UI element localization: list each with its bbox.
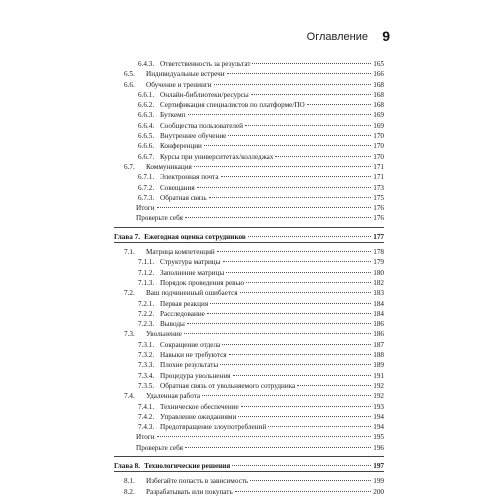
toc-entry-title: Ежегодная оценка сотрудников	[144, 232, 246, 241]
dot-leader	[217, 243, 371, 252]
toc-entry-title: Процедура увольнения	[160, 371, 231, 380]
toc-entry-number: 7.3.3.	[138, 361, 155, 370]
toc-entry-page: 171	[373, 162, 384, 171]
dot-leader	[248, 228, 371, 237]
dot-leader	[238, 408, 371, 417]
toc-chapter-heading[interactable]	[114, 459, 384, 469]
toc-entry-title: Заполнение матрицы	[160, 268, 225, 277]
table-of-contents	[114, 57, 384, 495]
toc-entry-title: Проверьте себя	[136, 214, 183, 223]
dot-leader	[228, 127, 371, 136]
toc-entry-title: Первая реакция	[160, 299, 209, 308]
toc-entry-page: 178	[373, 248, 384, 257]
toc-entry-title: Структура матрицы	[160, 258, 221, 267]
page-number: 9	[382, 28, 390, 44]
toc-entry-number: 6.4.3.	[138, 60, 155, 68]
toc-entry-page: 176	[373, 214, 384, 223]
toc-entry-title: Сообщества пользователей	[160, 121, 244, 130]
toc-entry-page: 168	[373, 90, 384, 99]
toc-entry-page: 184	[373, 299, 384, 308]
toc-entry-page: 168	[373, 101, 384, 110]
dot-leader	[185, 439, 371, 448]
toc-entry-number: Глава 8.	[114, 461, 141, 470]
toc-entry-number: 6.6.6.	[138, 142, 155, 151]
toc-entry-title: Коммуникация	[146, 162, 192, 171]
toc-entry-number: 8.2.	[124, 487, 135, 496]
toc-entry-page: 177	[373, 232, 384, 241]
toc-entry-title: Внутреннее обучение	[160, 132, 227, 141]
toc-entry-number: 7.2.3.	[138, 320, 155, 329]
toc-entry-title: Порядок проведения ревью	[160, 278, 245, 287]
dot-leader	[157, 199, 371, 208]
toc-entry-title: Обучение и тренинги	[146, 80, 212, 89]
toc-entry-title: Ваш подчиненный ошибается	[146, 289, 238, 298]
toc-entry-number: 7.3.5.	[138, 381, 155, 390]
toc-entry-number: 7.2.1.	[138, 299, 155, 308]
toc-entry[interactable]	[114, 441, 384, 451]
toc-entry-number: 6.6.4.	[138, 121, 155, 130]
toc-entry-number: 6.6.1.	[138, 90, 155, 99]
toc-entry-number: 6.6.	[124, 80, 135, 89]
toc-entry-page: 166	[373, 70, 384, 79]
toc-entry-page: 194	[373, 412, 384, 421]
toc-entry-page: 182	[373, 278, 384, 287]
toc-entry-title: Выводы	[160, 320, 185, 329]
toc-entry-title: Плохие результаты	[160, 361, 219, 370]
toc-entry-number: 6.7.3.	[138, 193, 155, 202]
toc-entry-number: 6.7.	[124, 162, 135, 171]
toc-entry-page: 195	[373, 433, 384, 442]
toc-entry-title: Проверьте себя	[136, 443, 183, 452]
dot-leader	[297, 377, 371, 386]
toc-entry-title: Избегайте попасть в зависимость	[146, 477, 249, 486]
toc-entry-number: 7.3.1.	[138, 340, 155, 349]
toc-entry-title: Конференции	[160, 142, 202, 151]
dot-leader	[268, 418, 371, 427]
dot-leader	[246, 274, 371, 283]
toc-entry-number: 6.6.3.	[138, 111, 155, 120]
dot-leader	[214, 76, 371, 85]
dot-leader	[209, 189, 371, 198]
toc-entry-number: 7.4.2.	[138, 412, 155, 421]
dot-leader	[221, 168, 371, 177]
toc-entry-title: Индивидуальные встречи	[146, 70, 225, 79]
toc-entry-title: Сертификация специалистов по платформе/ПО	[160, 101, 305, 110]
toc-entry-number: 7.1.	[124, 248, 135, 257]
toc-entry-page: 179	[373, 258, 384, 267]
toc-entry-number: 8.1.	[124, 477, 135, 486]
toc-entry-page: 173	[373, 183, 384, 192]
toc-entry-title: Сокращение отдела	[160, 340, 221, 349]
dot-leader	[251, 86, 371, 95]
toc-entry-title: Обратная связь от увольняемого сотрудника	[160, 381, 296, 390]
toc-entry-page: 186	[373, 320, 384, 329]
dot-leader	[235, 483, 371, 492]
toc-entry-page: 188	[373, 351, 384, 360]
dot-leader	[233, 367, 372, 376]
toc-entry-title: Увольнение	[146, 330, 182, 339]
toc-entry-page: 199	[373, 477, 384, 486]
dot-leader	[194, 158, 371, 167]
toc-entry-page: 175	[373, 193, 384, 202]
toc-entry-title: Итоги	[136, 204, 155, 213]
toc-entry-number: 7.3.4.	[138, 371, 155, 380]
toc-entry-number: 7.3.2.	[138, 351, 155, 360]
toc-entry-title: Разрабатывать или покупать	[146, 487, 233, 496]
toc-entry-title: Расследование	[160, 309, 205, 318]
running-header-title: Оглавление	[306, 31, 368, 43]
toc-entry-number: 7.4.1.	[138, 402, 155, 411]
toc-entry-page: 194	[373, 423, 384, 432]
dot-leader	[240, 284, 371, 293]
toc-entry-number: 7.4.3.	[138, 423, 155, 432]
dot-leader	[202, 387, 371, 396]
toc-entry-page: 192	[373, 392, 384, 401]
toc-entry-title: Обратная связь	[160, 193, 207, 202]
dot-leader	[207, 305, 371, 314]
dot-leader	[229, 346, 371, 355]
dot-leader	[223, 253, 372, 262]
toc-entry-page: 200	[373, 487, 384, 496]
toc-entry-page: 191	[373, 371, 384, 380]
dot-leader	[210, 295, 371, 304]
toc-entry-title: Курсы при университетах/колледжах	[160, 152, 274, 161]
toc-entry-page: 176	[373, 204, 384, 213]
toc-entry-page: 169	[373, 121, 384, 130]
toc-entry-number: Глава 7.	[114, 232, 141, 241]
dot-leader	[204, 137, 371, 146]
toc-entry-number: 6.5.	[124, 70, 135, 79]
dot-leader	[185, 209, 371, 218]
dot-leader	[241, 398, 371, 407]
dot-leader	[275, 148, 371, 157]
dot-leader	[250, 472, 371, 481]
toc-entry-title: Технологические решения	[144, 461, 231, 470]
toc-entry-number: 6.6.5.	[138, 132, 155, 141]
toc-entry-page: 197	[373, 461, 384, 470]
dot-leader	[157, 428, 371, 437]
toc-entry-page: 170	[373, 132, 384, 141]
dot-leader	[252, 55, 371, 64]
dot-leader	[197, 179, 371, 188]
toc-entry-page: 186	[373, 330, 384, 339]
toc-entry-title: Совещания	[160, 183, 195, 192]
toc-entry-page: 168	[373, 80, 384, 89]
dot-leader	[184, 325, 371, 334]
toc-entry-page: 171	[373, 173, 384, 182]
toc-entry-number: 7.1.3.	[138, 278, 155, 287]
toc-entry-number: 7.2.	[124, 289, 135, 298]
toc-entry-number: 7.2.2.	[138, 309, 155, 318]
toc-entry-page: 184	[373, 309, 384, 318]
toc-entry-title: Ответственность за результат	[160, 60, 251, 68]
toc-entry-page: 183	[373, 289, 384, 298]
toc-entry-number: 6.7.2.	[138, 183, 155, 192]
toc-entry-page: 180	[373, 268, 384, 277]
dot-leader	[245, 117, 371, 126]
toc-entry-page: 170	[373, 152, 384, 161]
toc-entry-title: Буткемп	[160, 111, 186, 120]
toc-entry-title: Навыки не требуются	[160, 351, 227, 360]
dot-leader	[307, 96, 371, 105]
toc-entry-number: 6.6.7.	[138, 152, 155, 161]
toc-entry-title: Техническое обеспечение	[160, 402, 239, 411]
dot-leader	[187, 315, 371, 324]
toc-entry-page: 196	[373, 443, 384, 452]
toc-entry-title: Электронная почта	[160, 173, 219, 182]
page-header	[0, 30, 390, 46]
toc-entry-page: 193	[373, 402, 384, 411]
toc-entry-title: Онлайн-библиотеки/ресурсы	[160, 90, 249, 99]
toc-entry-page: 165	[373, 60, 384, 68]
toc-entry-title: Предотвращение злоупотреблений	[160, 423, 267, 432]
toc-entry-number: 7.1.2.	[138, 268, 155, 277]
toc-entry-title: Итоги	[136, 433, 155, 442]
dot-leader	[226, 264, 371, 273]
dot-leader	[188, 106, 371, 115]
toc-entry-page: 192	[373, 381, 384, 390]
toc-chapter-heading[interactable]	[114, 230, 384, 240]
dot-leader	[227, 65, 371, 74]
dot-leader	[222, 336, 371, 345]
toc-entry-title: Матрица компетенций	[146, 248, 215, 257]
toc-entry-number: 6.7.1.	[138, 173, 155, 182]
toc-entry-page: 170	[373, 142, 384, 151]
toc-entry-title: Удаленная работа	[146, 392, 201, 401]
toc-entry[interactable]	[114, 211, 384, 221]
toc-entry[interactable]	[114, 485, 384, 495]
dot-leader	[220, 356, 371, 365]
toc-entry-page: 169	[373, 111, 384, 120]
toc-entry-number: 6.6.2.	[138, 101, 155, 110]
toc-entry-title: Управление ожиданиями	[160, 412, 237, 421]
toc-entry-number: 7.4.	[124, 392, 135, 401]
toc-entry-number: 7.1.1.	[138, 258, 155, 267]
dot-leader	[232, 457, 371, 466]
toc-entry-page: 189	[373, 361, 384, 370]
toc-entry-page: 187	[373, 340, 384, 349]
toc-entry-number: 7.3.	[124, 330, 135, 339]
